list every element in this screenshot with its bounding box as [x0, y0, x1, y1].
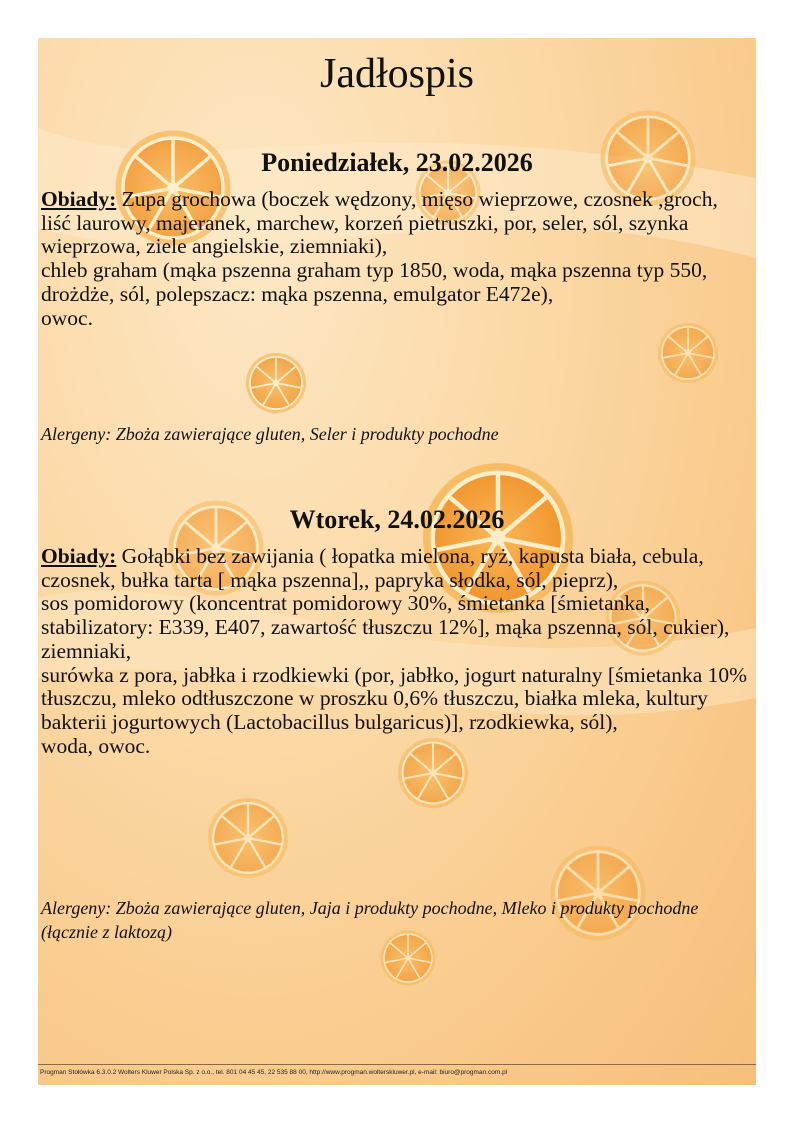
meal-text: Zupa grochowa (boczek wędzony, mięso wieprzowe, czosnek ,groch, liść laurowy, majeranek, marchew, korzeń pietruszki, por, seler, sól, szynka wieprzowa, ziele angielskie, ziemniaki), — [41, 187, 718, 259]
meal-text: Gołąbki bez zawijania ( łopatka mielona, ryż, kapusta biała, cebula, czosnek, bułka tarta [ mąka pszenna],, papryka słodka, sól, pieprz), — [41, 544, 704, 592]
footer-divider — [38, 1064, 756, 1065]
day-section-monday — [41, 188, 751, 330]
menu-page — [38, 38, 756, 1085]
meal-paragraph — [41, 188, 751, 259]
allergens-tuesday: Alergeny: Zboża zawierające gluten, Jaja i produkty pochodne, Mleko i produkty pochodne (łącznie z laktozą) — [41, 898, 699, 942]
meal-line: surówka z pora, jabłka i rzodkiewki (por, jabłko, jogurt naturalny [śmietanka 10% tłuszczu, mleko odtłuszczone w proszku 0,6% tłuszczu, białka mleka, kultury bakterii jogurtowych (Lactobacillus bulgaricus)], rzodkiewka, sól), — [41, 662, 748, 734]
meal-line: sos pomidorowy (koncentrat pomidorowy 30%, śmietanka [śmietanka, stabilizatory: E339, E407, zawartość tłuszczu 12%], mąka pszenna, sól, cukier), — [41, 591, 730, 640]
meal-line: owoc. — [41, 305, 93, 330]
day-heading-monday: Poniedziałek, 23.02.2026 — [261, 148, 533, 177]
allergens-monday: Alergeny: Zboża zawierające gluten, Seler i produkty pochodne — [41, 424, 499, 444]
footer-text: Progman Stołówka 6.3.0.2 Wolters Kluwer Polska Sp. z o.o., tel. 801 04 45 45, 22 535 88 00, http://www.progman.wolterskluwer.pl, e-mail: biuro@progman.com.pl — [40, 1069, 508, 1076]
meal-line: woda, owoc. — [41, 733, 151, 758]
day-heading-tuesday: Wtorek, 24.02.2026 — [289, 505, 505, 534]
meal-line: chleb graham (mąka pszenna graham typ 1850, woda, mąka pszenna typ 550, drożdże, sól, polepszacz: mąka pszenna, emulgator E472e), — [41, 258, 708, 306]
meal-paragraph — [41, 545, 751, 592]
page-title: Jadłospis — [319, 51, 474, 97]
day-section-tuesday — [41, 545, 751, 758]
meal-label: Obiady: — [41, 187, 117, 211]
meal-line: ziemniaki, — [41, 638, 132, 663]
meal-label: Obiady: — [41, 544, 117, 568]
